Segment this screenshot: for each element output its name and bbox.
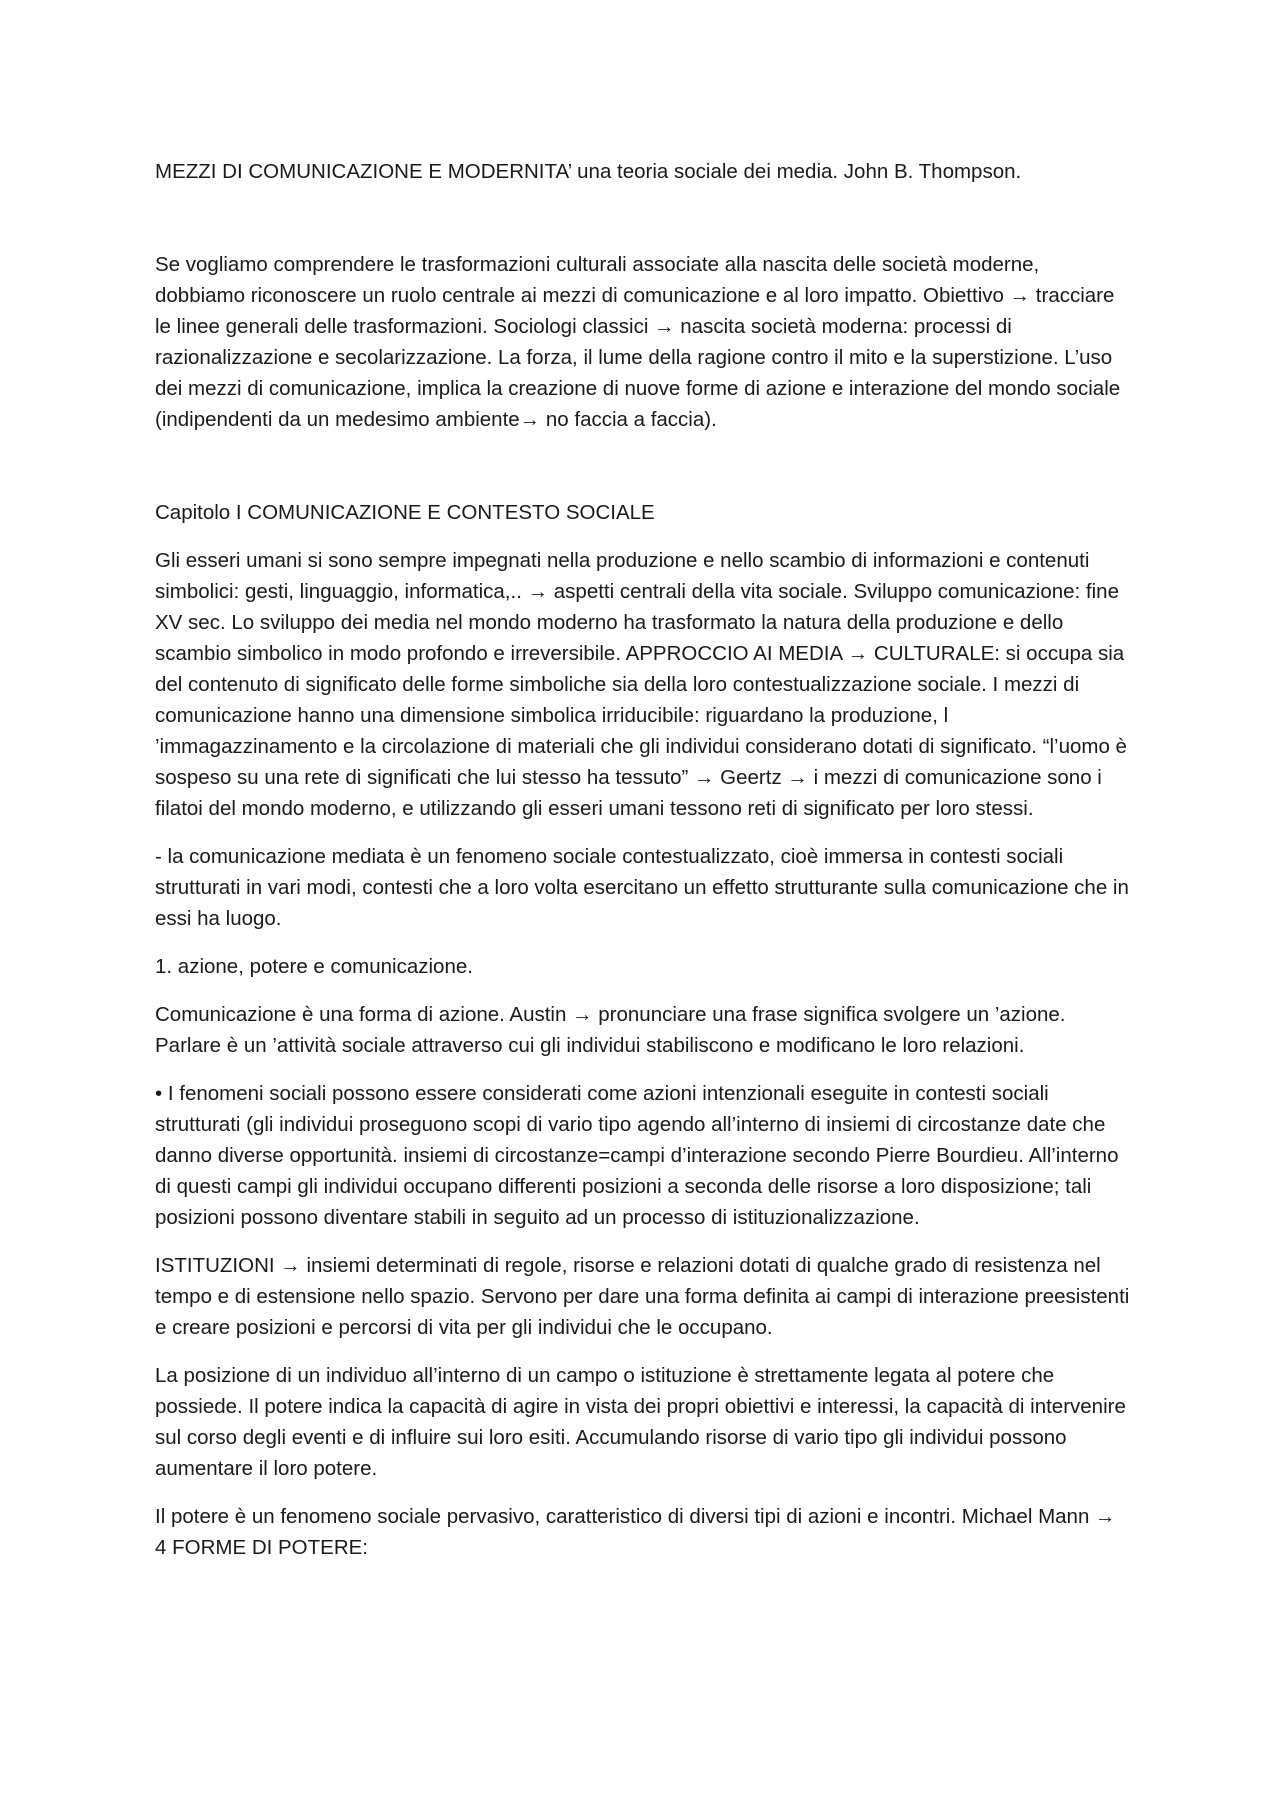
intro-paragraph: Se vogliamo comprendere le trasformazioni culturali associate alla nascita delle società moderne, dobbiamo riconoscere un ruolo centrale ai mezzi di comunicazione e al loro impatto. Obiettivo → tracciare le linee generali delle trasformazioni. Sociologi classici → nascita società moderna: processi di razionalizzazione e secolarizzazione. La forza, il lume della ragione contro il mito e la superstizione. L’uso dei mezzi di comunicazione, implica la creazione di nuove forme di azione e interazione del mondo sociale (indipendenti da un medesimo ambiente→ no faccia a faccia). (155, 253, 1121, 431)
body-paragraph: Il potere è un fenomeno sociale pervasivo, caratteristico di diversi tipi di azioni e incontri. Michael Mann → 4 FORME DI POTERE: (155, 1505, 1116, 1559)
body-paragraph: - la comunicazione mediata è un fenomeno sociale contestualizzato, cioè immersa in contesti sociali strutturati in vari modi, contesti che a loro volta esercitano un effetto strutturante sulla comunicazione che in essi ha luogo. (155, 845, 1129, 930)
body-paragraph: • I fenomeni sociali possono essere considerati come azioni intenzionali eseguite in contesti sociali strutturati (gli individui proseguono scopi di vario tipo agendo all’interno di insiemi di circostanze date che danno diverse opportunità. insiemi di circostanze=campi d’interazione secondo Pierre Bourdieu. All’interno di questi campi gli individui occupano differenti posizioni a seconda delle risorse a loro disposizione; tali posizioni possono diventare stabili in seguito ad un processo di istituzionalizzazione. (155, 1082, 1119, 1229)
body-paragraph: Comunicazione è una forma di azione. Austin → pronunciare una frase significa svolgere un ’azione. Parlare è un ’attività sociale attraverso cui gli individui stabiliscono e modificano le loro relazioni. (155, 1003, 1066, 1057)
body-paragraph: La posizione di un individuo all’interno di un campo o istituzione è strettamente legata al potere che possiede. Il potere indica la capacità di agire in vista dei propri obiettivi e interessi, la capacità di intervenire sul corso degli eventi e di influire sui loro esiti. Accumulando risorse di vario tipo gli individui possono aumentare il loro potere. (155, 1364, 1126, 1480)
document-body (155, 156, 1130, 1580)
body-paragraph: ISTITUZIONI → insiemi determinati di regole, risorse e relazioni dotati di qualche grado di resistenza nel tempo e di estensione nello spazio. Servono per dare una forma definita ai campi di interazione preesistenti e creare posizioni e percorsi di vita per gli individui che le occupano. (155, 1254, 1130, 1339)
section-heading: 1. azione, potere e comunicazione. (155, 955, 473, 978)
document-title: MEZZI DI COMUNICAZIONE E MODERNITA’ una teoria sociale dei media. John B. Thompson. (155, 160, 1022, 183)
body-paragraph: Gli esseri umani si sono sempre impegnati nella produzione e nello scambio di informazioni e contenuti simbolici: gesti, linguaggio, informatica,.. → aspetti centrali della vita sociale. Sviluppo comunicazione: fine XV sec. Lo sviluppo dei media nel mondo moderno ha trasformato la natura della produzione e dello scambio simbolico in modo profondo e irreversibile. APPROCCIO AI MEDIA → CULTURALE: si occupa sia del contenuto di significato delle forme simboliche sia della loro contestualizzazione sociale. I mezzi di comunicazione hanno una dimensione simbolica irriducibile: riguardano la produzione, l ’immagazzinamento e la circolazione di materiali che gli individui considerano dotati di significato. “l’uomo è sospeso su una rete di significati che lui stesso ha tessuto” → Geertz → i mezzi di comunicazione sono i filatoi del mondo moderno, e utilizzando gli esseri umani tessono reti di significato per loro stessi. (155, 549, 1127, 820)
chapter-heading: Capitolo I COMUNICAZIONE E CONTESTO SOCIALE (155, 501, 655, 524)
